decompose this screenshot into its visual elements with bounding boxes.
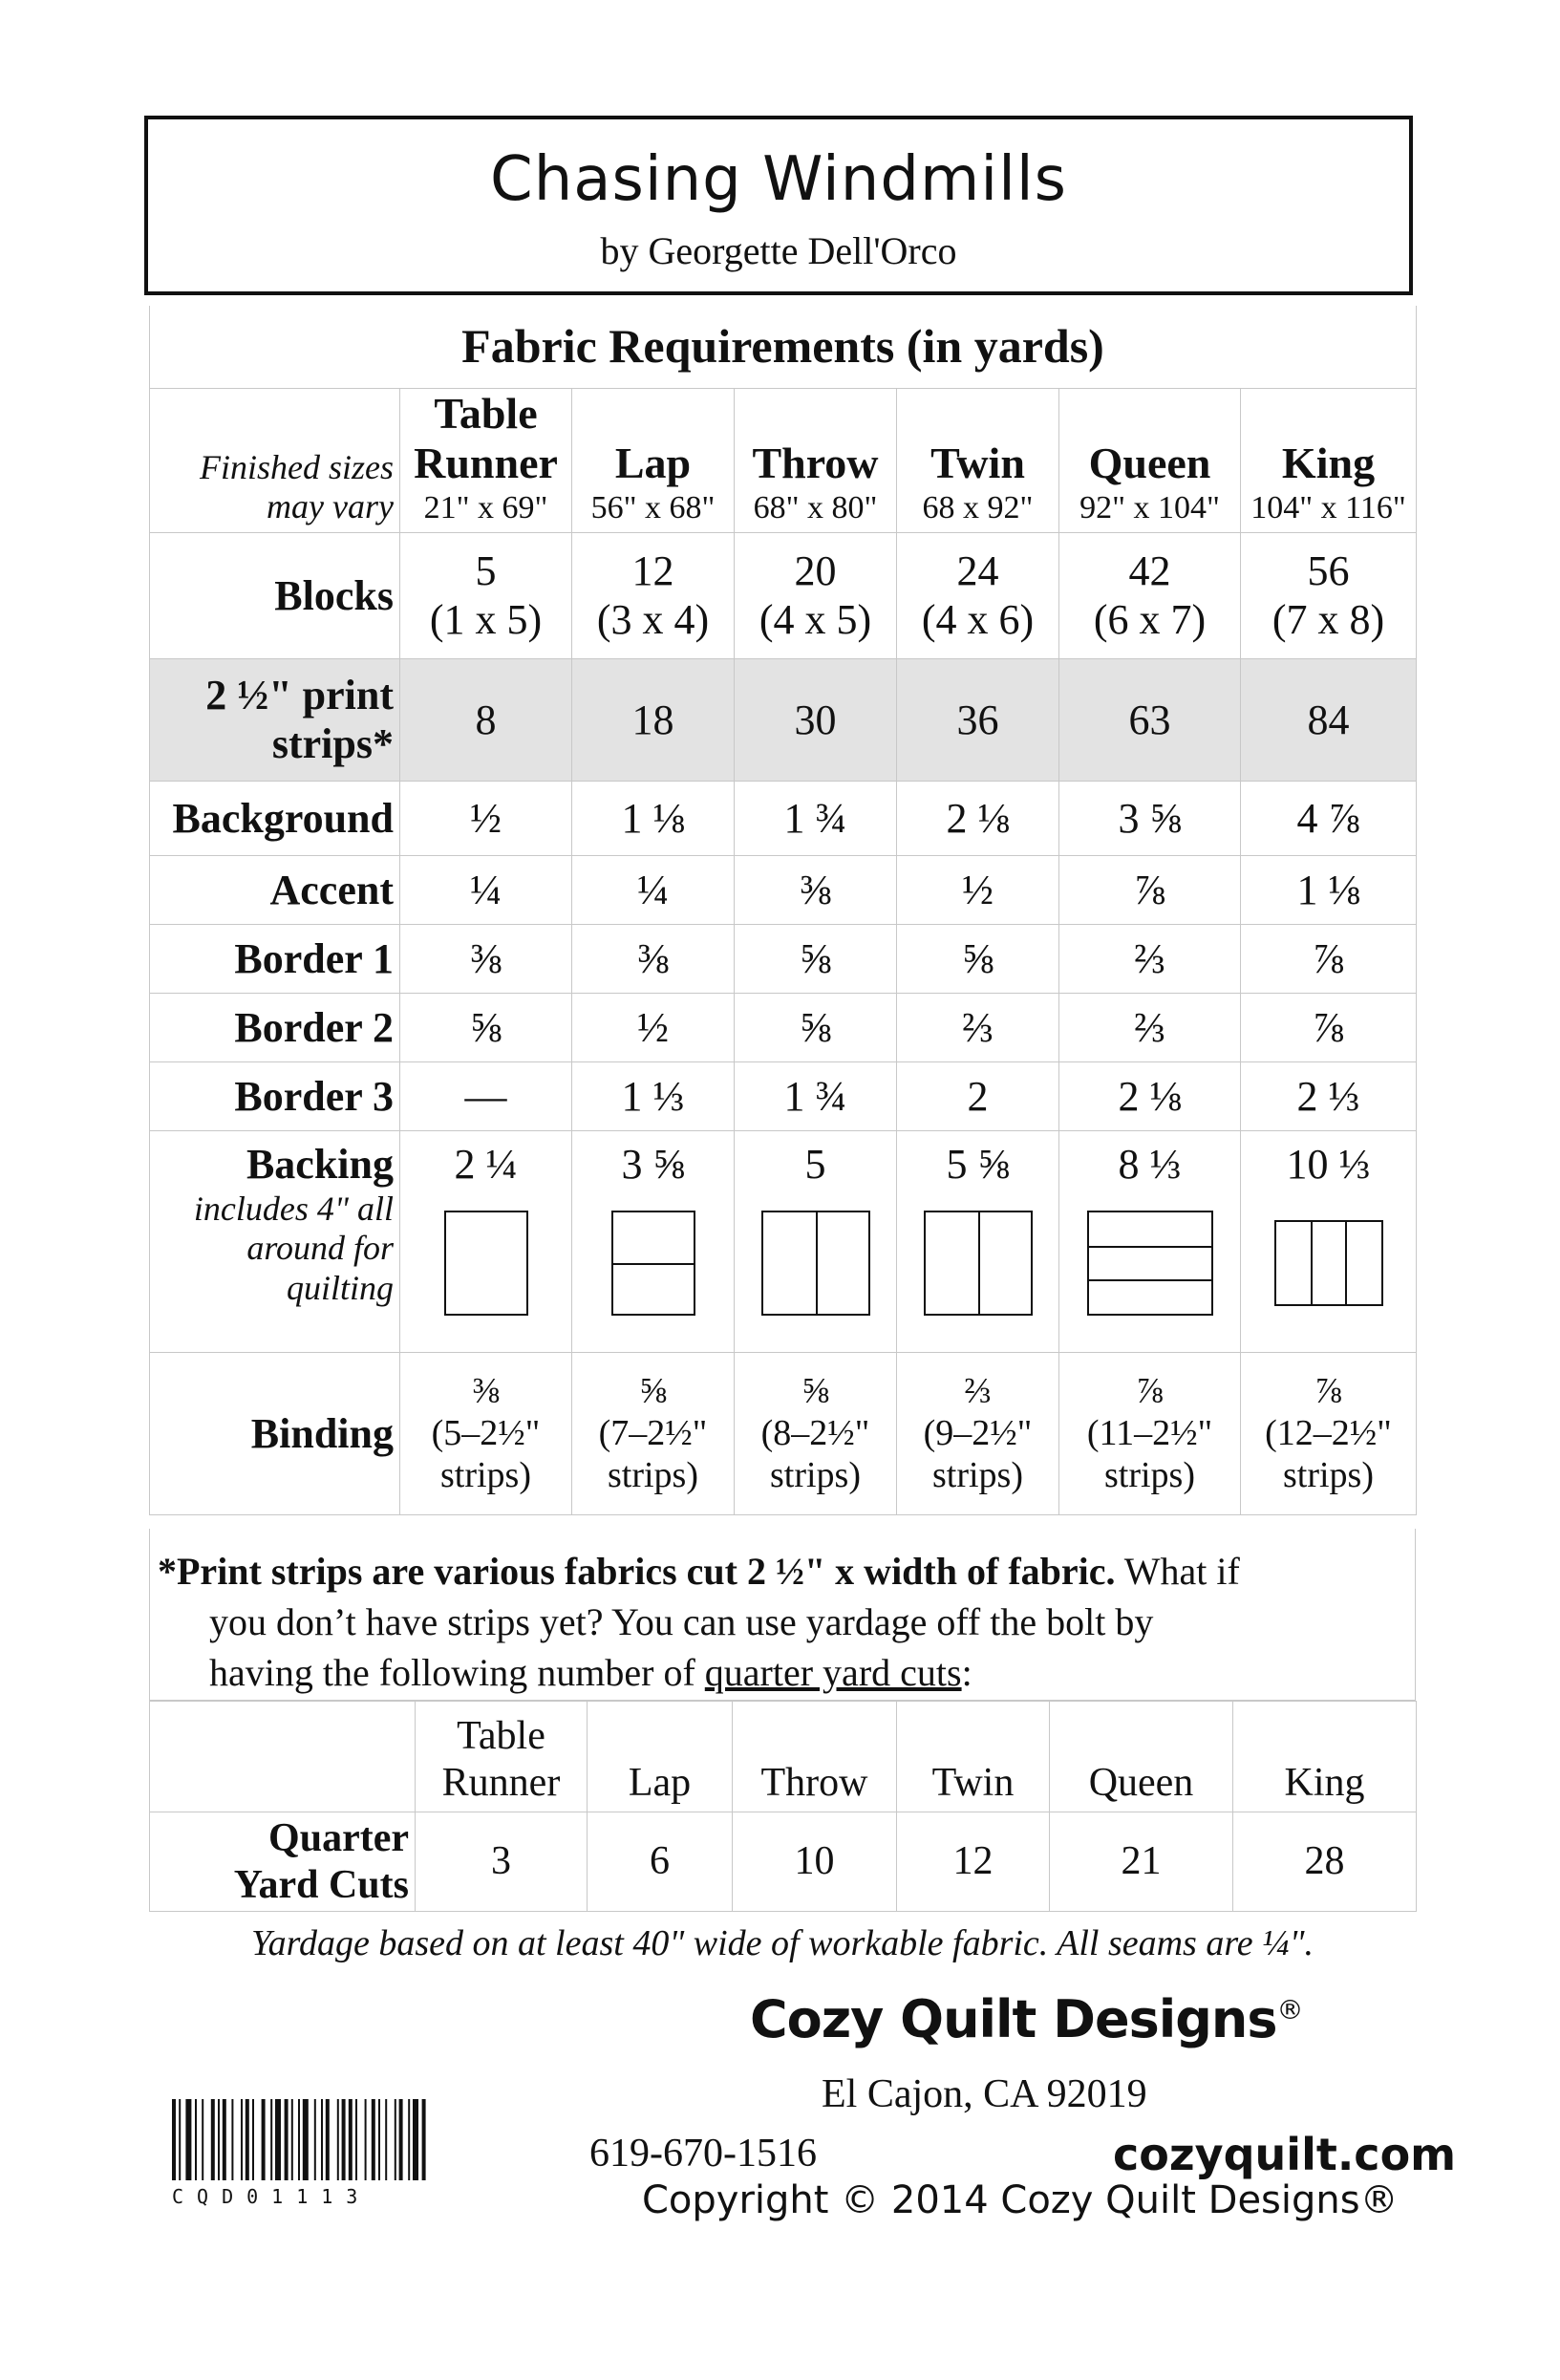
value-cell: 30 (735, 659, 897, 782)
pattern-title: Chasing Windmills (490, 144, 1067, 215)
cuts-header: King (1233, 1702, 1417, 1812)
backing-cell: 8 ⅓ (1059, 1131, 1241, 1353)
value-cell: ⅔ (1059, 925, 1241, 994)
size-col-throw: Throw 68" x 80" (735, 388, 897, 533)
accent-row (150, 856, 1417, 925)
backing-row (150, 1131, 1417, 1353)
barcode-bar (231, 2099, 233, 2180)
blocks-cell: 42 (6 x 7) (1059, 533, 1241, 659)
value-cell: 3 ⅝ (1059, 782, 1241, 856)
value-cell: 1 ⅓ (572, 1062, 735, 1131)
value-cell: ⅝ (735, 925, 897, 994)
value-cell: ⅔ (897, 994, 1059, 1062)
value-cell: 2 (897, 1062, 1059, 1131)
value-cell: 84 (1241, 659, 1417, 782)
backing-diagram (761, 1211, 870, 1316)
barcode-bar (298, 2099, 300, 2180)
row-label: 2 ½" print strips* (150, 659, 400, 782)
value-cell: ¼ (400, 856, 572, 925)
website-url: cozyquilt.com (1113, 2129, 1457, 2180)
quarter-yard-cuts-table (149, 1701, 1417, 1912)
print-strips-note: *Print strips are various fabrics cut 2 ½" x width of fabric. What if you don’t have strips yet? You can use yardage off the bolt by having the following number of quarter yard cuts: (149, 1529, 1416, 1701)
row-label: Backing includes 4" all around for quilting (150, 1131, 400, 1353)
value-cell: 18 (572, 659, 735, 782)
barcode-bar (241, 2099, 243, 2180)
cuts-header: Table Runner (416, 1702, 588, 1812)
barcode-bar (285, 2099, 288, 2180)
value-cell: 3 (416, 1812, 588, 1912)
brand-logo: Cozy Quilt Designs® (750, 1989, 1303, 2049)
value-cell: ⅞ (1241, 994, 1417, 1062)
note-text: What if (1115, 1550, 1240, 1593)
backing-cell: 3 ⅝ (572, 1131, 735, 1353)
backing-cell: 2 ¼ (400, 1131, 572, 1353)
value-cell: 1 ⅛ (1241, 856, 1417, 925)
value-cell: ⅔ (1059, 994, 1241, 1062)
address: El Cajon, CA 92019 (822, 2072, 1147, 2116)
barcode-bar (342, 2099, 346, 2180)
backing-cell: 5 ⅝ (897, 1131, 1059, 1353)
blocks-cell: 5 (1 x 5) (400, 533, 572, 659)
blocks-cell: 56 (7 x 8) (1241, 533, 1417, 659)
barcode-bar (223, 2099, 226, 2180)
barcode-bar (275, 2099, 281, 2180)
row-label: Accent (150, 856, 400, 925)
barcode-bar (211, 2099, 215, 2180)
value-cell: 8 (400, 659, 572, 782)
binding-cell: ⅞ (11–2½" strips) (1059, 1353, 1241, 1515)
cuts-header: Lap (588, 1702, 733, 1812)
backing-diagram (1087, 1211, 1213, 1316)
barcode-bar (246, 2099, 249, 2180)
binding-cell: ⅔ (9–2½" strips) (897, 1353, 1059, 1515)
barcode-bar (422, 2099, 426, 2180)
cuts-header-row (150, 1702, 1417, 1812)
blocks-row (150, 533, 1417, 659)
barcode-bar (252, 2099, 254, 2180)
binding-row (150, 1353, 1417, 1515)
row-label: Border 1 (150, 925, 400, 994)
value-cell: ⅝ (735, 994, 897, 1062)
value-cell: 1 ¾ (735, 782, 897, 856)
finished-sizes-note: Finished sizes may vary (150, 388, 400, 533)
backing-diagram (924, 1211, 1033, 1316)
barcode-bar (314, 2099, 316, 2180)
value-cell: 2 ⅓ (1241, 1062, 1417, 1131)
cuts-header: Queen (1050, 1702, 1233, 1812)
border-3-row (150, 1062, 1417, 1131)
border-1-row (150, 925, 1417, 994)
empty-cell (150, 1702, 416, 1812)
yardage-footnote: Yardage based on at least 40" wide of workable fabric. All seams are ¼". (250, 1923, 1314, 1963)
value-cell: 21 (1050, 1812, 1233, 1912)
barcode-bar (349, 2099, 353, 2180)
backing-cell: 10 ⅓ (1241, 1131, 1417, 1353)
binding-cell: ⅝ (8–2½" strips) (735, 1353, 897, 1515)
row-label: Border 2 (150, 994, 400, 1062)
blocks-cell: 12 (3 x 4) (572, 533, 735, 659)
note-line: you don’t have strips yet? You can use yardage off the bolt by (209, 1600, 1154, 1643)
barcode-bar (326, 2099, 330, 2180)
barcode-bar (185, 2099, 191, 2180)
cuts-values-row (150, 1812, 1417, 1912)
row-label: Quarter Yard Cuts (150, 1812, 416, 1912)
blocks-cell: 20 (4 x 5) (735, 533, 897, 659)
barcode-bar (270, 2099, 272, 2180)
print-strips-row (150, 659, 1417, 782)
barcode-bar (395, 2099, 396, 2180)
barcode-bar (385, 2099, 387, 2180)
size-col-queen: Queen 92" x 104" (1059, 388, 1241, 533)
pattern-designer: by Georgette Dell'Orco (600, 229, 957, 272)
binding-cell: ⅜ (5–2½" strips) (400, 1353, 572, 1515)
barcode-bar (303, 2099, 309, 2180)
binding-cell: ⅞ (12–2½" strips) (1241, 1353, 1417, 1515)
size-header-row (150, 388, 1417, 533)
note-underlined: quarter yard cuts (704, 1651, 962, 1694)
note-bold: *Print strips are various fabrics cut 2 ½" x width of fabric. (158, 1550, 1116, 1593)
barcode-bar (372, 2099, 375, 2180)
barcode-bar (408, 2099, 410, 2180)
backing-diagram (1274, 1220, 1383, 1306)
barcode-bar (365, 2099, 367, 2180)
value-cell: ⅞ (1241, 925, 1417, 994)
value-cell: ⅝ (400, 994, 572, 1062)
barcode-bar (291, 2099, 293, 2180)
barcode-bar (218, 2099, 220, 2180)
barcode-bar (355, 2099, 357, 2180)
value-cell: 63 (1059, 659, 1241, 782)
value-cell: ⅜ (572, 925, 735, 994)
fabric-requirements-table (149, 306, 1417, 1515)
value-cell: 6 (588, 1812, 733, 1912)
background-row (150, 782, 1417, 856)
cuts-header: Throw (733, 1702, 897, 1812)
blocks-cell: 24 (4 x 6) (897, 533, 1059, 659)
value-cell: ⅜ (735, 856, 897, 925)
barcode-bar (378, 2099, 380, 2180)
size-col-table-runner: Table Runner 21" x 69" (400, 388, 572, 533)
border-2-row (150, 994, 1417, 1062)
row-label: Blocks (150, 533, 400, 659)
value-cell: 36 (897, 659, 1059, 782)
size-col-twin: Twin 68 x 92" (897, 388, 1059, 533)
barcode-bar (262, 2099, 266, 2180)
row-label: Binding (150, 1353, 400, 1515)
barcode-bar (172, 2099, 176, 2180)
backing-diagram (611, 1211, 695, 1316)
value-cell: 2 ⅛ (897, 782, 1059, 856)
value-cell: 1 ⅛ (572, 782, 735, 856)
barcode-bar (195, 2099, 197, 2180)
barcode-bar (179, 2099, 181, 2180)
barcode-bar (321, 2099, 323, 2180)
barcode-bar (413, 2099, 418, 2180)
barcode-number: CQD01113 (172, 2185, 372, 2208)
requirements-caption: Fabric Requirements (in yards) (150, 306, 1417, 388)
note-line: having the following number of (209, 1651, 705, 1694)
value-cell: 28 (1233, 1812, 1417, 1912)
value-cell: ⅜ (400, 925, 572, 994)
barcode-bar (202, 2099, 203, 2180)
backing-cell: 5 (735, 1131, 897, 1353)
value-cell: ½ (897, 856, 1059, 925)
value-cell: 2 ⅛ (1059, 1062, 1241, 1131)
value-cell: ½ (572, 994, 735, 1062)
barcode-icon (172, 2099, 521, 2180)
phone-number: 619-670-1516 (589, 2132, 817, 2176)
barcode-bar (399, 2099, 403, 2180)
size-col-lap: Lap 56" x 68" (572, 388, 735, 533)
value-cell: 4 ⅞ (1241, 782, 1417, 856)
value-cell: — (400, 1062, 572, 1131)
title-box (144, 116, 1413, 295)
value-cell: ½ (400, 782, 572, 856)
copyright: Copyright © 2014 Cozy Quilt Designs® (642, 2178, 1399, 2222)
size-col-king: King 104" x 116" (1241, 388, 1417, 533)
cuts-header: Twin (897, 1702, 1050, 1812)
value-cell: ⅝ (897, 925, 1059, 994)
value-cell: 1 ¾ (735, 1062, 897, 1131)
row-label: Background (150, 782, 400, 856)
value-cell: 10 (733, 1812, 897, 1912)
row-label: Border 3 (150, 1062, 400, 1131)
binding-cell: ⅝ (7–2½" strips) (572, 1353, 735, 1515)
backing-diagram (444, 1211, 528, 1316)
value-cell: 12 (897, 1812, 1050, 1912)
barcode-bar (337, 2099, 339, 2180)
value-cell: ⅞ (1059, 856, 1241, 925)
value-cell: ¼ (572, 856, 735, 925)
